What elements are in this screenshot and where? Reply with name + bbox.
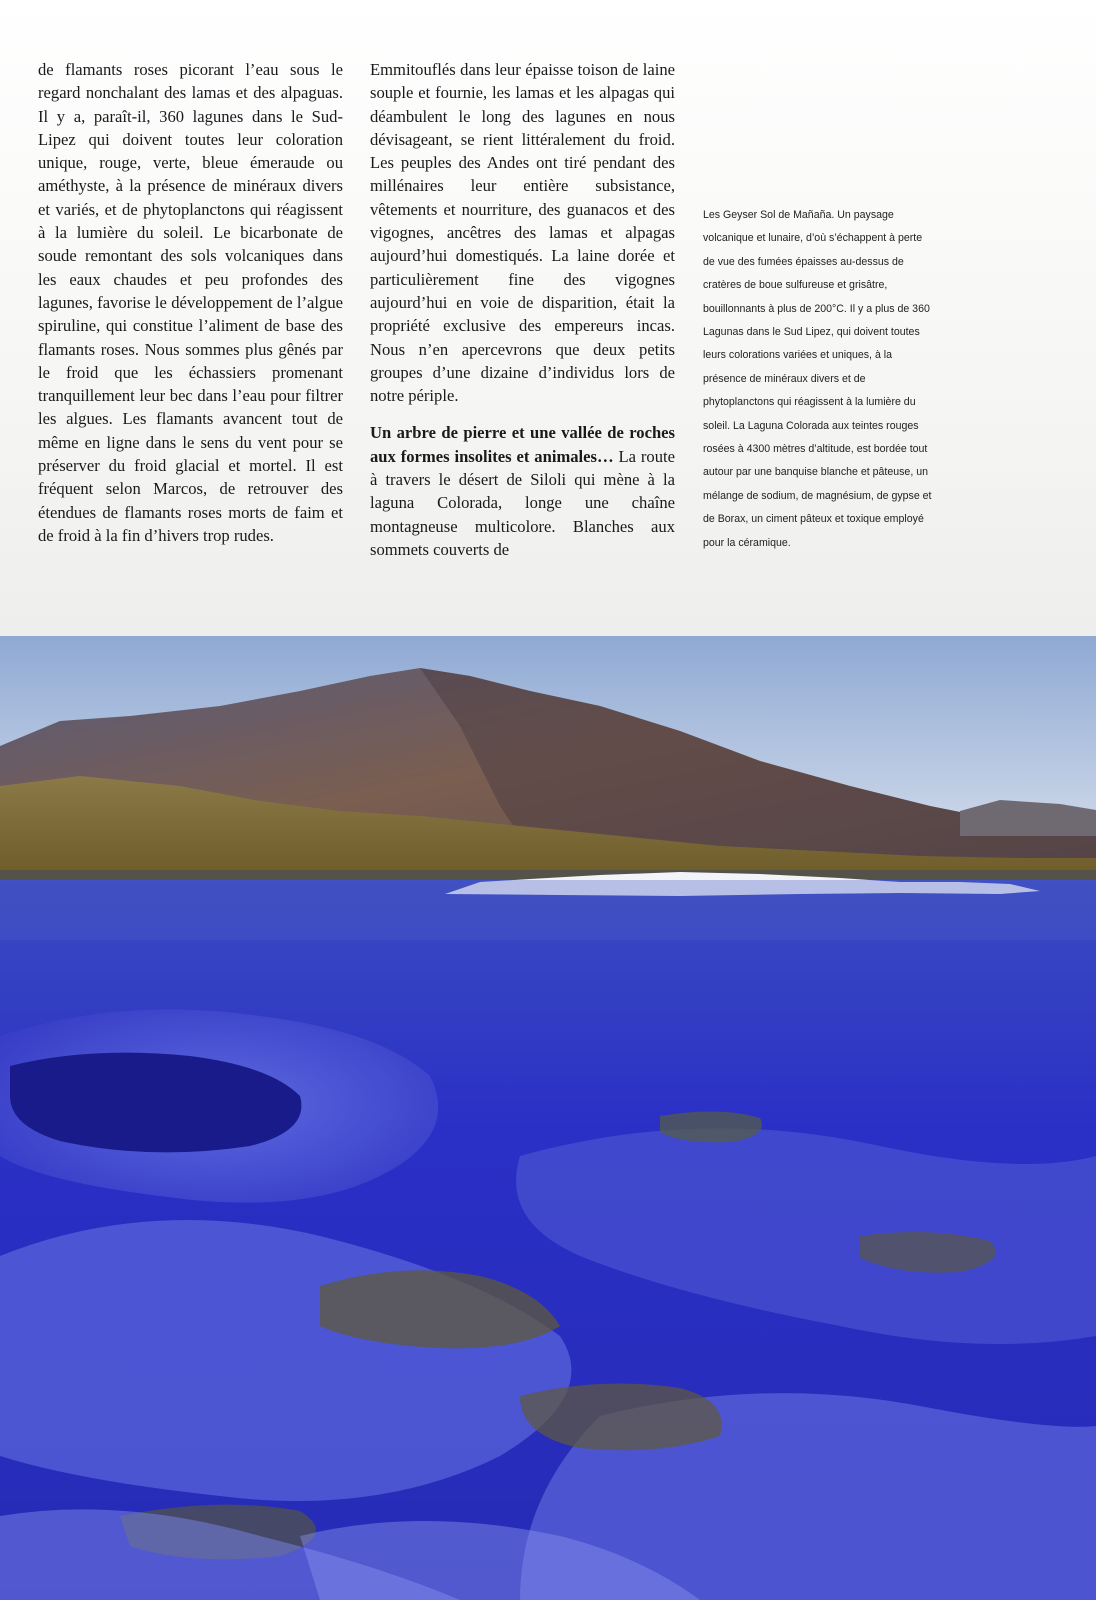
landscape-photo bbox=[0, 636, 1096, 1600]
text-column-1 bbox=[38, 58, 343, 547]
caption-text: Les Geyser Sol de Mañaña. Un paysage volcanique et lunaire, d’où s’échappent à perte de vue des fumées épaisses au-dessus de cratères de boue sulfureuse et grisâtre, bouillonnants à plus de 200°C. Il y a plus de 360 Lagunas dans le Sud Lipez, qui doivent toutes leurs colorations variées et uniques, à la présence de minéraux divers et de phytoplanctons qui réagissent à la lumière du soleil. La Laguna Colorada aux teintes rouges rosées à 4300 mètres d’altitude, est bordée tout autour par une banquise blanche et pâteuse, un mélange de sodium, de magnésium, de gypse et de Borax, un ciment pâteux et toxique employé pour la céramique. bbox=[703, 209, 932, 549]
text-column-2 bbox=[370, 58, 675, 561]
photo-caption bbox=[703, 204, 935, 555]
paragraph bbox=[370, 421, 675, 561]
article-text-area bbox=[0, 0, 1096, 636]
paragraph-body: La route à travers le désert de Siloli qui mène à la laguna Colorada, longe une chaîne montagneuse multicolore. Blanches aux sommets couverts de bbox=[370, 446, 675, 559]
far-water bbox=[0, 880, 1096, 940]
section-lead: Un arbre de pierre et une vallée de roches aux formes insolites et animales… bbox=[370, 423, 675, 466]
paragraph: de flamants roses picorant l’eau sous le regard nonchalant des lamas et des alpaguas. Il y a, paraît-il, 360 lagunes dans le Sud-Lipez qui doivent toutes leur coloration unique, rouge, verte, bleue émeraude ou améthyste, à la présence de minéraux divers et variés, et de phytoplanctons qui réagissent à la lumière du soleil. Le bicarbonate de soude remontant des sols volcaniques dans les eaux chaudes et peu profondes des lagunes, favorise le développement de l’algue spiruline, qui constitue l’aliment de base des flamants roses. Nous sommes plus gênés par le froid que les échassiers promenant tranquillement leur bec dans l’eau pour filtrer les algues. Les flamants avancent tout de même en ligne dans le sens du vent pour se préserver du froid glacial et mortel. Il est fréquent selon Marcos, de retrouver des étendues de flamants roses morts de faim et de froid à la fin d’hivers trop rudes. bbox=[38, 60, 343, 545]
moss-patch bbox=[660, 1111, 762, 1142]
paragraph: Emmitouflés dans leur épaisse toison de laine souple et fournie, les lamas et les alpagas qui déambulent le long des lagunes en nous dévisageant, se rient littéralement du froid. Les peuples des Andes ont tiré pendant des millénaires leur entière subsistance, vêtements et nourriture, des guanacos et des vigognes, ancêtres des lamas et alpagas aujourd’hui domestiqués. La laine dorée et particulièrement fine des vigognes aujourd’hui en voie de disparition, était la propriété exclusive des empereurs incas. Nous n’en apercevrons que deux petits groupes d’une dizaine d’individus lors de notre périple. bbox=[370, 60, 675, 406]
